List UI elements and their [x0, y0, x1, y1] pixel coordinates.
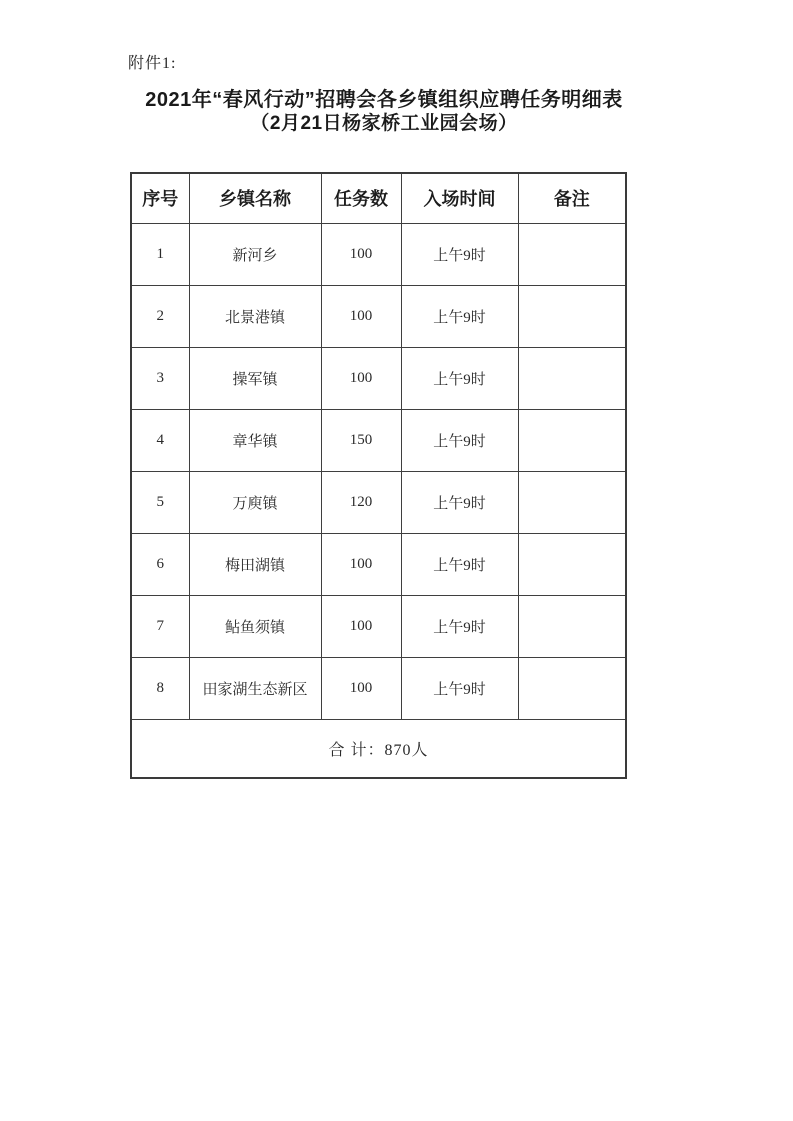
- table-row: [131, 533, 626, 595]
- task-table: [130, 172, 627, 779]
- cell-no: 1: [131, 223, 189, 285]
- cell-remark: [518, 595, 626, 657]
- cell-time: 上午9时: [401, 347, 518, 409]
- title-line-1: 2021年“春风行动”招聘会各乡镇组织应聘任务明细表: [145, 89, 623, 111]
- cell-remark: [518, 347, 626, 409]
- cell-time: 上午9时: [401, 409, 518, 471]
- cell-no: 7: [131, 595, 189, 657]
- cell-tasks: 100: [321, 533, 401, 595]
- table-row: [131, 409, 626, 471]
- table-row: [131, 223, 626, 285]
- table-header-row: [131, 173, 626, 223]
- cell-tasks: 100: [321, 223, 401, 285]
- cell-tasks: 100: [321, 595, 401, 657]
- table-row: [131, 347, 626, 409]
- cell-tasks: 150: [321, 409, 401, 471]
- cell-remark: [518, 285, 626, 347]
- table-row: [131, 595, 626, 657]
- column-header-tasks: 任务数: [321, 173, 401, 223]
- cell-no: 2: [131, 285, 189, 347]
- cell-remark: [518, 657, 626, 719]
- cell-township: 北景港镇: [189, 285, 321, 347]
- cell-tasks: 120: [321, 471, 401, 533]
- total-label: 合 计：870人: [131, 719, 626, 778]
- table-row: [131, 657, 626, 719]
- cell-time: 上午9时: [401, 595, 518, 657]
- cell-tasks: 100: [321, 657, 401, 719]
- cell-no: 3: [131, 347, 189, 409]
- cell-township: 章华镇: [189, 409, 321, 471]
- column-header-remark: 备注: [518, 173, 626, 223]
- cell-no: 4: [131, 409, 189, 471]
- cell-tasks: 100: [321, 347, 401, 409]
- cell-no: 6: [131, 533, 189, 595]
- table-total-row: [131, 719, 626, 778]
- cell-time: 上午9时: [401, 285, 518, 347]
- cell-remark: [518, 471, 626, 533]
- cell-township: 新河乡: [189, 223, 321, 285]
- cell-tasks: 100: [321, 285, 401, 347]
- table-row: [131, 471, 626, 533]
- cell-township: 梅田湖镇: [189, 533, 321, 595]
- cell-time: 上午9时: [401, 657, 518, 719]
- cell-township: 操军镇: [189, 347, 321, 409]
- cell-remark: [518, 533, 626, 595]
- cell-time: 上午9时: [401, 471, 518, 533]
- cell-no: 8: [131, 657, 189, 719]
- title-line-2: （2月21日杨家桥工业园会场）: [250, 113, 518, 134]
- cell-township: 鲇鱼须镇: [189, 595, 321, 657]
- attachment-label: 附件1:: [128, 55, 177, 72]
- table-row: [131, 285, 626, 347]
- document-title: [0, 88, 768, 135]
- cell-remark: [518, 223, 626, 285]
- column-header-time: 入场时间: [401, 173, 518, 223]
- cell-time: 上午9时: [401, 533, 518, 595]
- cell-township: 田家湖生态新区: [189, 657, 321, 719]
- column-header-no: 序号: [131, 173, 189, 223]
- cell-time: 上午9时: [401, 223, 518, 285]
- cell-remark: [518, 409, 626, 471]
- cell-no: 5: [131, 471, 189, 533]
- cell-township: 万庾镇: [189, 471, 321, 533]
- column-header-township: 乡镇名称: [189, 173, 321, 223]
